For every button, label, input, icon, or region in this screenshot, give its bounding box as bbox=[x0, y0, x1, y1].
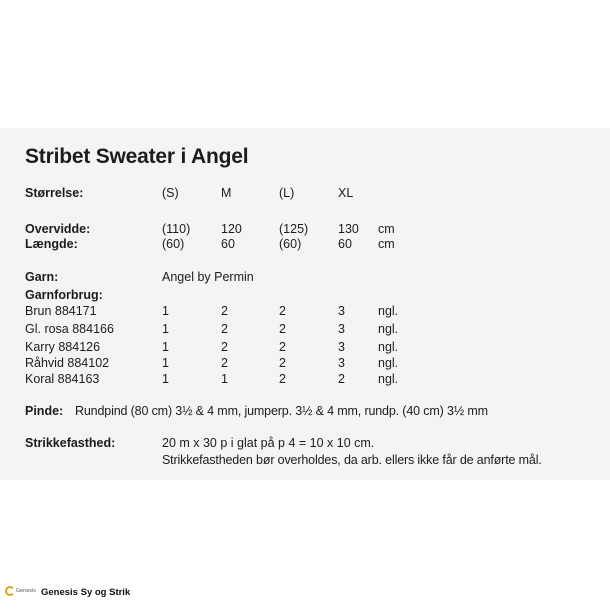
measurement-label: Overvidde: bbox=[25, 222, 91, 236]
measurement-value: (125) bbox=[279, 222, 309, 236]
color-unit: ngl. bbox=[378, 356, 399, 370]
color-unit: ngl. bbox=[378, 304, 399, 318]
color-name: Gl. rosa 884166 bbox=[25, 322, 114, 336]
footer bbox=[5, 584, 130, 600]
yarn-label: Garn: bbox=[25, 270, 59, 284]
genesis-logo bbox=[5, 585, 35, 599]
measurement-unit: cm bbox=[378, 237, 395, 251]
color-qty: 2 bbox=[279, 304, 286, 318]
color-qty: 2 bbox=[279, 356, 286, 370]
color-qty: 2 bbox=[221, 356, 228, 370]
color-name: Brun 884171 bbox=[25, 304, 97, 318]
measurement-unit: cm bbox=[378, 222, 395, 236]
measurement-value: (60) bbox=[162, 237, 185, 251]
measurement-value: 120 bbox=[221, 222, 242, 236]
color-qty: 1 bbox=[162, 304, 169, 318]
size-m: M bbox=[221, 186, 232, 200]
color-qty: 2 bbox=[279, 340, 286, 354]
yarn-value: Angel by Permin bbox=[162, 270, 254, 284]
color-name: Koral 884163 bbox=[25, 372, 100, 386]
measurement-value: (60) bbox=[279, 237, 302, 251]
measurement-value: 130 bbox=[338, 222, 359, 236]
page-title: Stribet Sweater i Angel bbox=[25, 145, 249, 168]
needles-label: Pinde: bbox=[25, 404, 64, 418]
color-qty: 2 bbox=[221, 340, 228, 354]
color-qty: 3 bbox=[338, 356, 345, 370]
color-qty: 2 bbox=[221, 304, 228, 318]
size-s: (S) bbox=[162, 186, 179, 200]
size-xl: XL bbox=[338, 186, 354, 200]
brand-name: Genesis Sy og Strik bbox=[41, 586, 131, 598]
color-qty: 2 bbox=[221, 322, 228, 336]
gauge-line-2: Strikkefastheden bør overholdes, da arb. ellers ikke får de anførte mål. bbox=[162, 453, 542, 467]
measurement-label: Længde: bbox=[25, 237, 78, 251]
color-name: Karry 884126 bbox=[25, 340, 101, 354]
color-qty: 1 bbox=[221, 372, 228, 386]
color-qty: 3 bbox=[338, 304, 345, 318]
color-unit: ngl. bbox=[378, 372, 399, 386]
color-qty: 3 bbox=[338, 322, 345, 336]
color-qty: 1 bbox=[162, 356, 169, 370]
color-qty: 2 bbox=[338, 372, 345, 386]
color-name: Råhvid 884102 bbox=[25, 356, 110, 370]
sizes-label: Størrelse: bbox=[25, 186, 84, 200]
measurement-value: (110) bbox=[162, 222, 191, 236]
needles-value: Rundpind (80 cm) 3½ & 4 mm, jumperp. 3½ & 4 mm, rundp. (40 cm) 3½ mm bbox=[75, 404, 488, 418]
color-qty: 3 bbox=[338, 340, 345, 354]
measurement-value: 60 bbox=[338, 237, 352, 251]
gauge-label: Strikkefasthed: bbox=[25, 436, 116, 450]
measurement-value: 60 bbox=[221, 237, 235, 251]
color-unit: ngl. bbox=[378, 322, 399, 336]
color-qty: 2 bbox=[279, 372, 286, 386]
logo-text: Genesis bbox=[16, 588, 36, 594]
color-qty: 1 bbox=[162, 372, 169, 386]
color-qty: 2 bbox=[279, 322, 286, 336]
gauge-line-1: 20 m x 30 p i glat på p 4 = 10 x 10 cm. bbox=[162, 436, 375, 450]
yarn-usage-label: Garnforbrug: bbox=[25, 288, 103, 302]
color-qty: 1 bbox=[162, 322, 169, 336]
color-qty: 1 bbox=[162, 340, 169, 354]
color-unit: ngl. bbox=[378, 340, 399, 354]
size-l: (L) bbox=[279, 186, 295, 200]
logo-ring-icon bbox=[5, 586, 15, 596]
